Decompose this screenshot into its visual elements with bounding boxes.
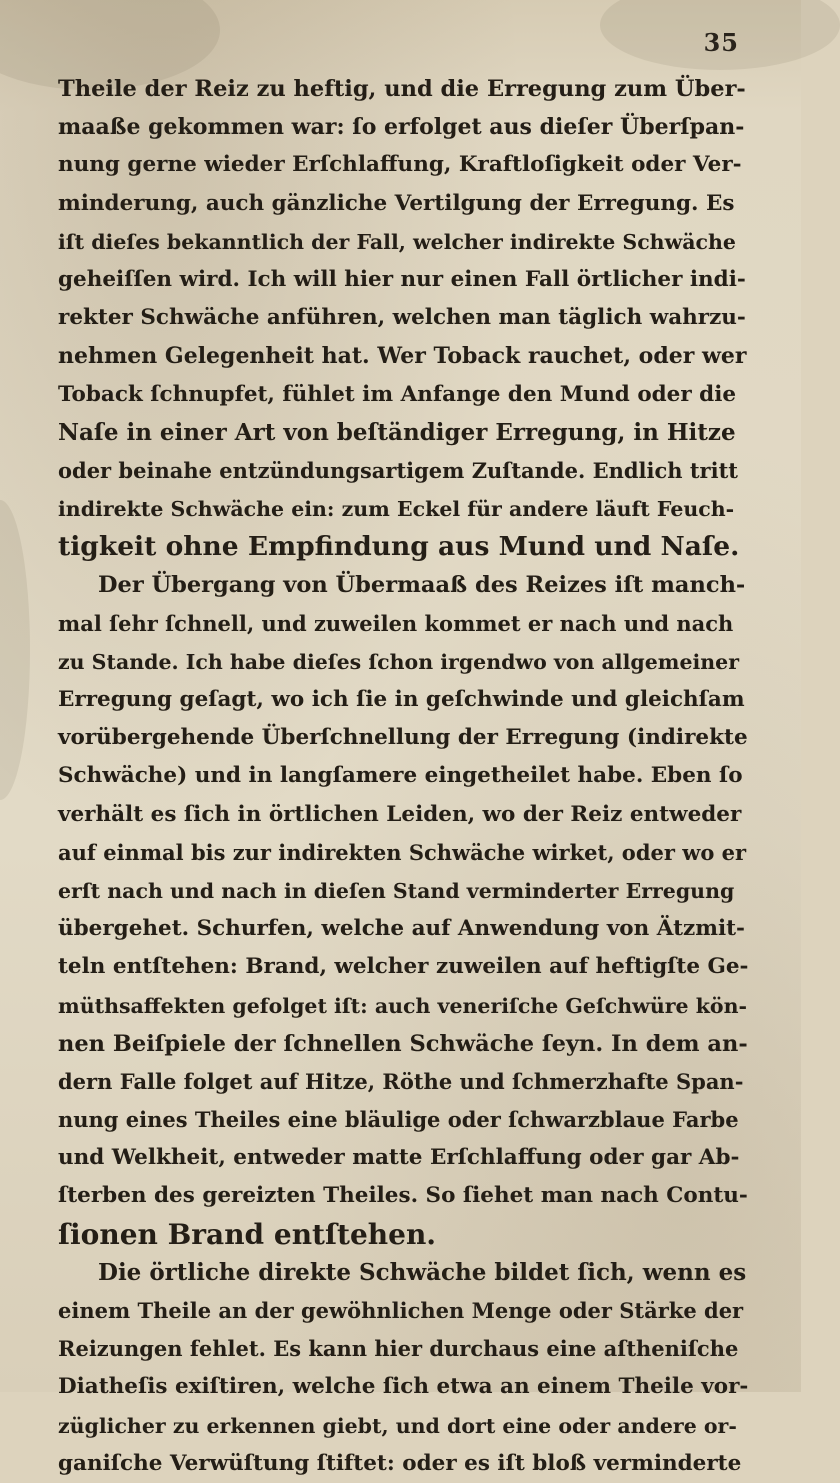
text-line: minderung, auch gänzliche Vertilgung der Erregung. Es (58, 190, 735, 216)
text-line: Theile der Reiz zu heftig, und die Erregung zum Über- (58, 76, 746, 102)
text-line: oder beinahe entzündungsartigem Zuſtande. Endlich tritt (58, 457, 738, 483)
text-line: iſt dieſes bekanntlich der Fall, welcher indirekte Schwäche (58, 229, 736, 254)
text-line: indirekte Schwäche ein: zum Eckel für andere läuft Feuch- (58, 497, 735, 522)
text-line: züglicher zu erkennen giebt, und dort eine oder andere or- (58, 1413, 737, 1438)
text-line: auf einmal bis zur indirekten Schwäche wirket, oder wo er (58, 839, 747, 865)
text-line: nen Beiſpiele der ſchnellen Schwäche ſeyn. In dem an- (58, 1030, 748, 1057)
text-line: Schwäche) und in langſamere eingetheilet habe. Eben ſo (58, 763, 743, 789)
text-line: teln entſtehen: Brand, welcher zuweilen auf heftigſte Ge- (58, 954, 749, 980)
text-line: vorübergehende Überſchnellung der Erregung (indirekte (58, 725, 748, 751)
text-line: maaße gekommen war: ſo erfolget aus dieſer Überſpan- (58, 114, 745, 141)
text-line: ſionen Brand entſtehen. (58, 1217, 437, 1251)
paragraph-start: Der Übergang von Übermaaß des Reizes iſt manch- (98, 572, 746, 599)
paper-stain (0, 500, 30, 800)
text-line: nehmen Gelegenheit hat. Wer Toback rauchet, oder wer (58, 343, 747, 370)
text-line: nung eines Theiles eine bläulige oder ſchwarzblaue Farbe (58, 1107, 739, 1133)
text-line: dern Falle folget auf Hitze, Röthe und ſchmerzhafte Span- (58, 1068, 744, 1094)
text-line: Erregung geſagt, wo ich ſie in geſchwinde und gleichſam (58, 687, 745, 712)
text-line: einem Theile an der gewöhnlichen Menge oder Stärke der (58, 1298, 744, 1323)
text-line: mal ſehr ſchnell, und zuweilen kommet er nach und nach (58, 610, 734, 636)
text-line: geheiſſen wird. Ich will hier nur einen Fall örtlicher indi- (58, 266, 746, 292)
paragraph-start: Die örtliche direkte Schwäche bildet ſich, wenn es (98, 1258, 747, 1286)
text-line: und Welkheit, entweder matte Erſchlaffung oder gar Ab- (58, 1145, 740, 1171)
text-line: Toback ſchnupfet, fühlet im Anfange den Mund oder die (58, 381, 737, 407)
page-number: 35 (703, 28, 739, 57)
text-line: verhält es ſich in örtlichen Leiden, wo der Reiz entweder (58, 801, 742, 827)
text-line: übergehet. Schurfen, welche auf Anwendung von Ätzmit- (58, 916, 745, 942)
text-line: tigkeit ohne Empfindung aus Mund und Naſe. (58, 531, 740, 563)
text-line: ſterben des gereizten Theiles. So ſiehet man nach Contu- (58, 1183, 748, 1209)
text-line: ganiſche Verwüſtung ſtiftet: oder es iſt bloß verminderte (58, 1450, 742, 1476)
body-text (58, 70, 748, 1483)
text-line: zu Stande. Ich habe dieſes ſchon irgendwo von allgemeiner (58, 649, 740, 674)
text-line: erſt nach und nach in dieſen Stand verminderter Erregung (58, 878, 735, 903)
text-line: müthsaffekten gefolget iſt: auch veneriſche Geſchwüre kön- (58, 993, 748, 1018)
text-line: Naſe in einer Art von beſtändiger Erregung, in Hitze (58, 418, 736, 446)
text-line: rekter Schwäche anführen, welchen man täglich wahrzu- (58, 305, 746, 331)
text-line: Diatheſis exiſtiren, welche ſich etwa an einem Theile vor- (58, 1374, 749, 1400)
text-line: nung gerne wieder Erſchlaffung, Kraftloſigkeit oder Ver- (58, 152, 742, 178)
text-line: Reizungen fehlet. Es kann hier durchaus eine aſtheniſche (58, 1336, 739, 1362)
